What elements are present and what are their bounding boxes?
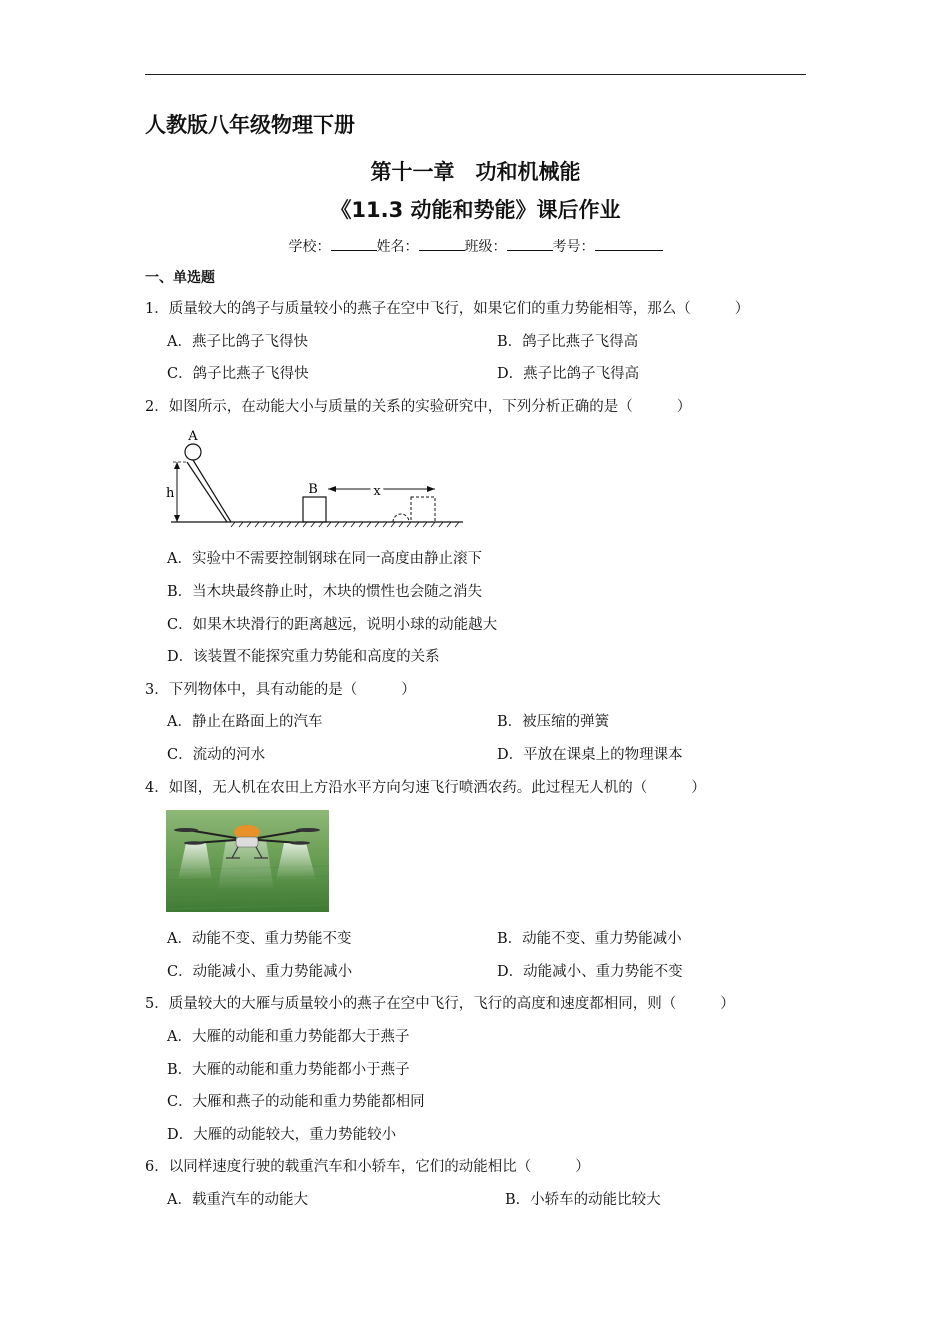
drone-spraying-photo [166, 810, 329, 912]
book-title: 人教版八年级物理下册 [145, 113, 355, 137]
question-4-text: 4．如图，无人机在农田上方沿水平方向匀速飞行喷洒农药。此过程无人机的（ ） [145, 779, 706, 796]
label-h: h [166, 486, 175, 502]
option-6a: A．载重汽车的动能大 [167, 1191, 308, 1208]
block-b [303, 497, 326, 522]
block-final-position [411, 497, 435, 522]
option-4d: D．动能减小、重力势能不变 [497, 963, 683, 980]
question-5-text: 5．质量较大的大雁与质量较小的燕子在空中飞行，飞行的高度和速度都相同，则（ ） [145, 996, 735, 1013]
option-2b: B．当木块最终静止时，木块的惯性也会随之消失 [167, 583, 483, 600]
question-2-text: 2．如图所示，在动能大小与质量的关系的实验研究中，下列分析正确的是（ ） [145, 398, 692, 415]
option-3d: D．平放在课桌上的物理课本 [497, 746, 683, 763]
question-6-options-row-1 [145, 1188, 806, 1212]
option-5c: C．大雁和燕子的动能和重力势能都相同 [167, 1094, 425, 1111]
option-1d: D．燕子比鸽子飞得高 [497, 366, 640, 383]
option-4a: A．动能不变、重力势能不变 [167, 931, 352, 948]
ball-a [185, 444, 201, 460]
question-3-text: 3．下列物体中，具有动能的是（ ） [145, 681, 416, 698]
label-a: A [188, 429, 198, 445]
spray-mist-center [218, 840, 274, 890]
option-1a: A．燕子比鸽子飞得快 [167, 333, 308, 350]
question-1-options-row-1 [145, 330, 806, 354]
option-2a: A．实验中不需要控制钢球在同一高度由静止滚下 [167, 551, 482, 568]
header-rule [145, 74, 806, 75]
option-1b: B．鸽子比燕子飞得高 [497, 333, 639, 350]
option-3c: C．流动的河水 [167, 746, 266, 763]
question-4-options-row-1 [145, 927, 806, 951]
class-blank [507, 236, 553, 251]
option-5a: A．大雁的动能和重力势能都大于燕子 [167, 1028, 410, 1045]
question-3-options-row-2 [145, 743, 806, 767]
option-3a: A．静止在路面上的汽车 [167, 714, 323, 731]
label-x: x [373, 484, 381, 500]
name-label: 姓名： [376, 239, 419, 255]
exam-no-label: 考号： [552, 239, 595, 255]
option-4b: B．动能不变、重力势能减小 [497, 931, 682, 948]
option-5d: D．大雁的动能较大，重力势能较小 [167, 1126, 397, 1143]
class-label: 班级： [464, 239, 507, 255]
ramp-back [193, 460, 231, 522]
drone-tank [236, 837, 258, 847]
exam-no-blank [595, 236, 663, 251]
question-3-options-row-1 [145, 710, 806, 734]
student-info-line [145, 236, 806, 258]
option-6b: B．小轿车的动能比较大 [505, 1191, 661, 1208]
ramp-experiment-figure [163, 427, 468, 535]
ground-hatching [231, 522, 459, 527]
option-2d: D．该装置不能探究重力势能和高度的关系 [167, 649, 440, 666]
question-4-options-row-2 [145, 960, 806, 984]
question-6-text: 6．以同样速度行驶的载重汽车和小轿车，它们的动能相比（ ） [145, 1159, 590, 1176]
chapter-title: 第十一章 功和机械能 [370, 160, 581, 184]
ball-final-position [393, 514, 409, 522]
label-b: B [308, 482, 318, 498]
worksheet [145, 112, 806, 1220]
section-title: 一、单选题 [145, 270, 215, 286]
question-1-text: 1．质量较大的鸽子与质量较小的燕子在空中飞行，如果它们的重力势能相等，那么（ ） [145, 301, 750, 317]
option-2c: C．如果木块滑行的距离越远，说明小球的动能越大 [167, 616, 498, 633]
school-label: 学校： [288, 239, 331, 255]
name-blank [419, 236, 465, 251]
ramp-surface [187, 462, 227, 522]
option-1c: C．鸽子比燕子飞得快 [167, 366, 309, 383]
option-3b: B．被压缩的弹簧 [497, 714, 610, 731]
option-5b: B．大雁的动能和重力势能都小于燕子 [167, 1061, 410, 1078]
lesson-title: 《11.3 动能和势能》课后作业 [330, 198, 621, 222]
school-blank [331, 236, 377, 251]
question-1-options-row-2 [145, 362, 806, 386]
option-4c: C．动能减小、重力势能减小 [167, 963, 353, 980]
